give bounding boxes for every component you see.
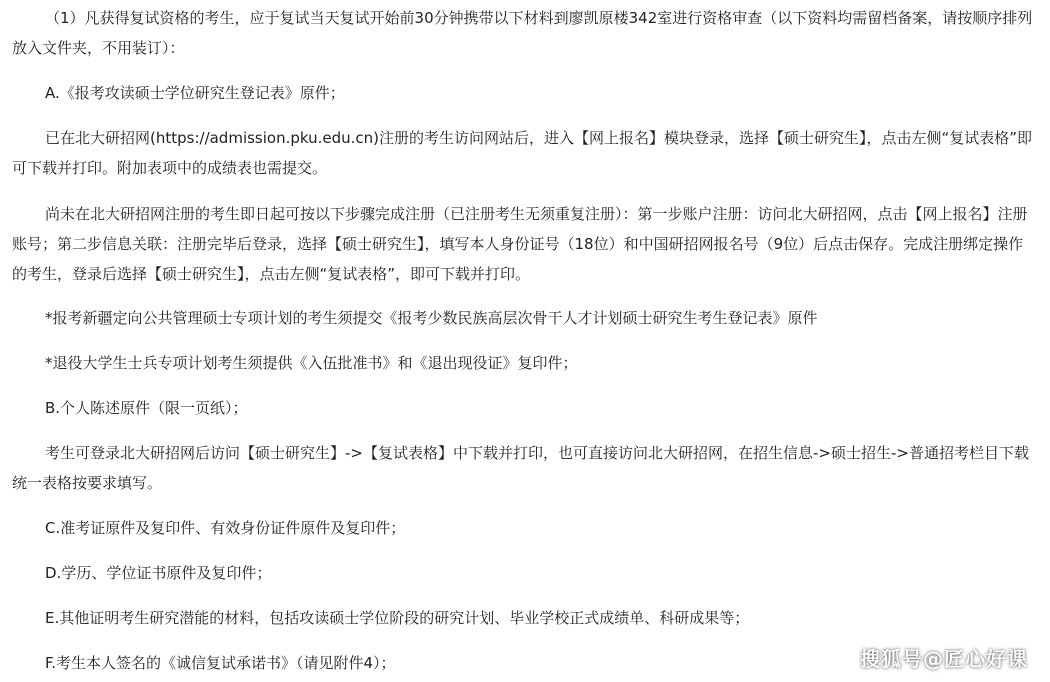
paragraph-registered-instructions: 已在北大研招网(https://admission.pku.edu.cn)注册的考生访问网站后，进入【网上报名】模块登录，选择【硕士研究生】，点击左侧“复试表格”即可下载并打印。附加表项中的成绩表也需提交。 [12, 129, 1033, 177]
paragraph-item-c: C.准考证原件及复印件、有效身份证件原件及复印件； [45, 519, 406, 537]
paragraph-item-a: A.《报考攻读硕士学位研究生登记表》原件； [45, 84, 345, 102]
paragraph-unregistered-instructions: 尚未在北大研招网注册的考生即日起可按以下步骤完成注册（已注册考生无须重复注册）：第一步账户注册：访问北大研招网，点击【网上报名】注册账号；第二步信息关联：注册完毕后登录，选择【硕士研究生】，填写本人身份证号（18位）和中国研招网报名号（9位）后点击保存。完成注册绑定操作的考生，登录后选择【硕士研究生】，点击左侧“复试表格”，即可下载并打印。 [12, 205, 1028, 283]
paragraph-item-d: D.学历、学位证书原件及复印件； [45, 564, 272, 582]
paragraph-veteran-note: *退役大学生士兵专项计划考生须提供《入伍批准书》和《退出现役证》复印件； [45, 354, 578, 372]
paragraph-item-e: E.其他证明考生研究潜能的材料，包括攻读硕士学位阶段的研究计划、毕业学校正式成绩单、科研成果等； [45, 609, 750, 627]
paragraph-item-f: F.考生本人签名的《诚信复试承诺书》（请见附件4）； [45, 654, 396, 672]
paragraph-item-b: B.个人陈述原件（限一页纸）； [45, 399, 248, 417]
paragraph-intro: （1）凡获得复试资格的考生，应于复试当天复试开始前30分钟携带以下材料到廖凯原楼342室进行资格审查（以下资料均需留档备案，请按顺序排列放入文件夹，不用装订）： [12, 9, 1033, 57]
paragraph-xinjiang-note: *报考新疆定向公共管理硕士专项计划的考生须提交《报考少数民族高层次骨干人才计划硕士研究生考生登记表》原件 [45, 309, 818, 327]
paragraph-statement-instructions: 考生可登录北大研招网后访问【硕士研究生】->【复试表格】中下载并打印，也可直接访问北大研招网，在招生信息->硕士招生->普通招考栏目下载统一表格按要求填写。 [12, 444, 1029, 492]
watermark: 搜狐号@匠心好课 [860, 647, 1028, 671]
